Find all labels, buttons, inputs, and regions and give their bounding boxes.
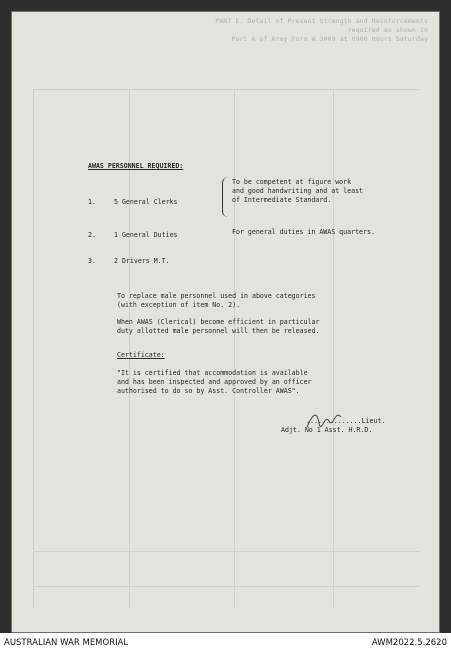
cert-line-1: "It is certified that accommodation is available xyxy=(117,369,308,377)
para2-line-2: duty allotted male personnel will then be released. xyxy=(117,327,320,335)
signature-line: ..............Lieut. xyxy=(306,417,386,425)
brace-mark xyxy=(222,177,231,217)
item-desc-2: 1 General Duties xyxy=(114,231,178,239)
note-item-2: For general duties in AWAS quarters. xyxy=(232,228,375,236)
item-desc-3: 2 Drivers M.T. xyxy=(114,257,170,265)
document-body xyxy=(11,11,440,633)
note-line-3: of Intermediate Standard. xyxy=(232,196,332,204)
signature-title: Adjt. No 1 Asst. H.R.D. xyxy=(281,426,373,434)
para2-line-1: When AWAS (Clerical) become efficient in particular xyxy=(117,318,320,326)
para1-line-1: To replace male personnel used in above categories xyxy=(117,292,316,300)
item-number-3: 3. xyxy=(88,257,96,265)
certificate-title: Certificate: xyxy=(117,351,165,359)
footer-accession: AWM2022.5.2620 xyxy=(371,638,447,648)
section-title: AWAS PERSONNEL REQUIRED: xyxy=(88,162,184,170)
cert-line-3: authorised to do so by Asst. Controller AWAS". xyxy=(117,387,300,395)
item-number-2: 2. xyxy=(88,231,96,239)
note-line-1: To be competent at figure work xyxy=(232,178,352,186)
header-line-1: PART E. Detail of Present Strength and Reinforcements required as shown in xyxy=(215,17,428,34)
para1-line-2: (with exception of item No. 2). xyxy=(117,301,241,309)
document-page xyxy=(11,11,440,633)
footer-institution: AUSTRALIAN WAR MEMORIAL xyxy=(4,638,129,648)
cert-line-2: and has been inspected and approved by an officer xyxy=(117,378,312,386)
archive-footer xyxy=(0,633,451,653)
item-number-1: 1. xyxy=(88,198,96,206)
note-line-2: and good handwriting and at least xyxy=(232,187,364,195)
item-desc-1: 5 General Clerks xyxy=(114,198,178,206)
header-line-2: Part A of Army Form W.3009 at 0900 Hours Saturday xyxy=(231,35,428,43)
